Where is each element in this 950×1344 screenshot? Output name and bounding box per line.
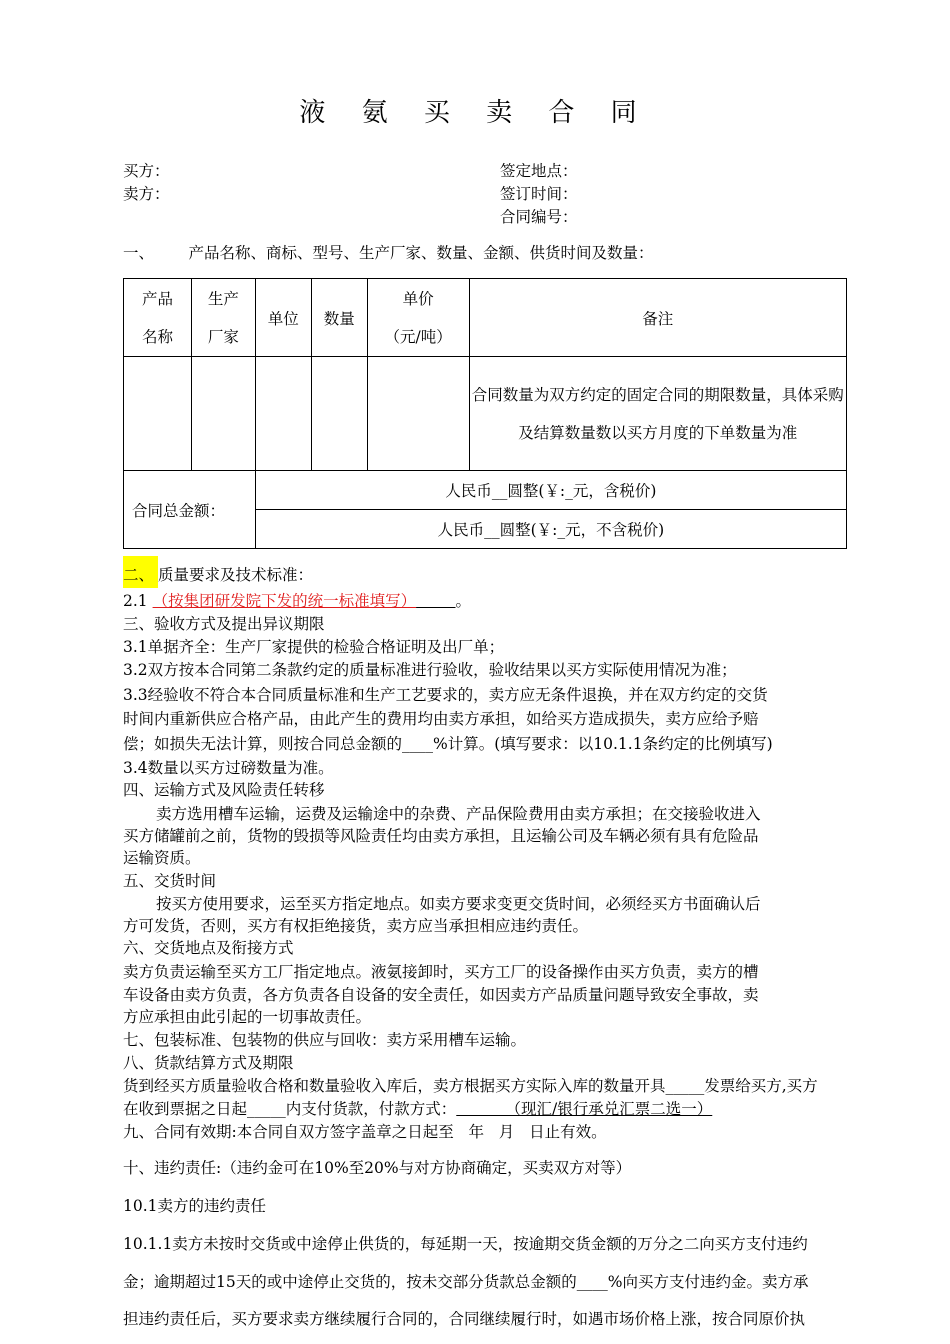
cell-unit-price [367,357,469,471]
section-4-heading: 四、运输方式及风险责任转移 [123,781,325,799]
document-title: 液 氨 买 卖 合 同 [299,98,651,128]
section-4-line-2: 买方储罐前之前，货物的毁损等风险责任均由卖方承担，且运输公司及车辆必须有具有危险品 [123,827,759,845]
cell-remark: 合同数量为双方约定的固定合同的期限数量，具体采购及结算数量数以买方月度的下单数量为准 [469,357,846,471]
buyer-label: 买方： [123,162,170,180]
payment-method-blank: （现汇/银行承兑汇票二选一） [456,1100,713,1118]
section-1-heading: 一、 产品名称、商标、型号、生产厂家、数量、金额、供货时间及数量： [123,244,654,262]
section-8-heading: 八、货款结算方式及期限 [123,1054,294,1072]
product-table [123,278,847,549]
cell-unit [255,357,311,471]
section-10-heading: 十、违约责任:（违约金可在10%至20%与对方协商确定，买卖双方对等） [123,1159,632,1177]
header-manufacturer: 生产 厂家 [191,279,255,357]
sign-place-label: 签定地点： [500,162,578,180]
clause-3-3-line-1: 3.3经验收不符合本合同质量标准和生产工艺要求的，卖方应无条件退换，并在双方约定的交货 [123,686,768,704]
contract-no-label: 合同编号： [500,208,578,226]
section-2-highlight: 二、 [123,556,158,588]
header-quantity: 数量 [311,279,367,357]
clause-10-1-1-line-2: 金；逾期超过15天的或中途停止交货的，按未交部分货款总金额的____%向买方支付违约金。卖方承 [123,1273,809,1291]
section-2-heading: 二、 质量要求及技术标准： [123,564,313,588]
header-product-name: 产品 名称 [124,279,192,357]
section-6-line-2: 车设备由卖方负责，各方负责各自设备的安全责任，如因卖方产品质量问题导致安全事故，卖 [123,986,759,1004]
section-5-line-2: 方可发货，否则，买方有权拒绝接货，卖方应当承担相应违约责任。 [123,917,589,935]
cell-product-name [124,357,192,471]
section-5-line-1: 按买方使用要求，运至买方指定地点。如卖方要求变更交货时间，必须经买方书面确认后 [156,895,761,913]
clause-3-2: 3.2双方按本合同第二条款约定的质量标准进行验收，验收结果以买方实际使用情况为准； [123,661,737,679]
clause-2-1: 2.1 （按集团研发院下发的统一标准填写） 。 [123,592,472,610]
clause-10-1: 10.1卖方的违约责任 [123,1197,267,1215]
header-unit-price: 单价 （元/吨） [367,279,469,357]
section-3-heading: 三、验收方式及提出异议期限 [123,615,325,633]
header-remark: 备注 [469,279,846,357]
clause-10-1-1-line-3: 担违约责任后，买方要求卖方继续履行合同的，合同继续履行时，如遇市场价格上涨，按合同原价执 [123,1310,806,1328]
clause-10-1-1-line-1: 10.1.1卖方未按时交货或中途停止供货的，每延期一天，按逾期交货金额的万分之二向买方支付违约 [123,1235,808,1253]
section-4-line-1: 卖方选用槽车运输，运费及运输途中的杂费、产品保险费用由卖方承担；在交接验收进入 [156,805,761,823]
clause-3-3-line-2: 时间内重新供应合格产品，由此产生的费用均由卖方承担，如给买方造成损失，卖方应给予赔 [123,710,759,728]
section-4-line-3: 运输资质。 [123,849,201,867]
seller-label: 卖方： [123,185,170,203]
section-6-heading: 六、交货地点及衔接方式 [123,939,294,957]
section-7: 七、包装标准、包装物的供应与回收：卖方采用槽车运输。 [123,1031,527,1049]
clause-3-4: 3.4数量以买方过磅数量为准。 [123,759,334,777]
section-8-line-1: 货到经买方质量验收合格和数量验收入库后，卖方根据买方实际入库的数量开具_____发票给买方,买方 [123,1077,818,1095]
section-6-line-1: 卖方负责运输至买方工厂指定地点。液氨接卸时，买方工厂的设备操作由买方负责，卖方的槽 [123,963,759,981]
section-6-line-3: 方应承担由此引起的一切事故责任。 [123,1008,372,1026]
section-5-heading: 五、交货时间 [123,872,217,890]
sign-time-label: 签订时间： [500,185,578,203]
clause-3-3-line-3: 偿；如损失无法计算，则按合同总金额的____%计算。(填写要求：以10.1.1条约定的比例填写) [123,735,773,753]
section-8-line-2: 在收到票据之日起_____内支付货款，付款方式： （现汇/银行承兑汇票二选一） [123,1100,713,1118]
clause-3-1: 3.1单据齐全：生产厂家提供的检验合格证明及出厂单； [123,638,505,656]
cell-quantity [311,357,367,471]
total-without-tax: 人民币__圆整(￥:_元，不含税价) [255,510,846,549]
section-9: 九、合同有效期:本合同自双方签字盖章之日起至 年 月 日止有效。 [123,1123,607,1141]
header-unit: 单位 [255,279,311,357]
total-with-tax: 人民币__圆整(￥:_元，含税价) [255,471,846,510]
total-amount-label: 合同总金额： [124,471,256,549]
cell-manufacturer [191,357,255,471]
clause-2-1-red-note: （按集团研发院下发的统一标准填写） [152,592,417,610]
